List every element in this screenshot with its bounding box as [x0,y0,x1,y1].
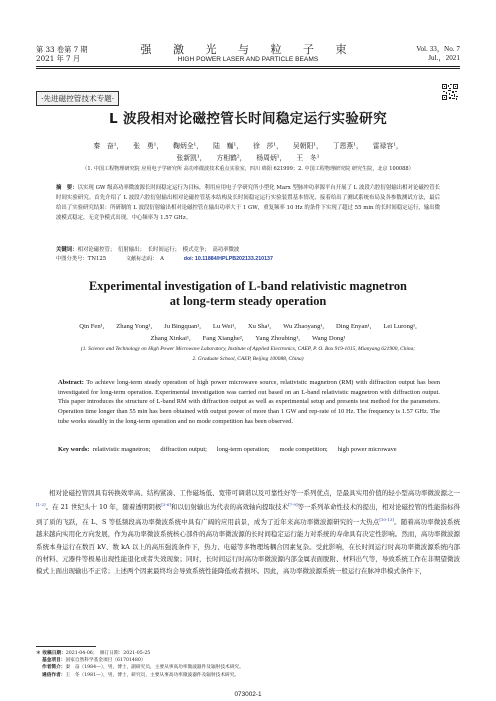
keywords-cn [56,246,440,255]
body-paragraph [36,487,460,577]
page-number: 073002-1 [234,691,262,698]
keyword-en: mode competition; [279,446,328,453]
citation-link[interactable]: [3-6] [161,502,171,508]
header-rule-thin [36,68,460,69]
footnotes [36,650,460,679]
abstract-text-cn: 以实现 GW 级高功率微波源长时间稳定运行为目标，利用应用电子学研究所小型化 Marx 型脉冲功率源平台开展了 L 波段六腔衍射输出相对论磁控管长时间实验研究。首先介绍了 L 波段六腔衍射输出相对论磁控管基本结构及长时间稳定运行实验装置基本情况，接着给出了测试系统布局及各参数测试方法，最后给出了实验研究结果：所研制的 L 波段衍射输出相对论磁控管在输出功率大于 1 GW，重复频率 10 Hz 的条件下实现了超过 55 min 的长时间稳定运行，输出微波模式稳定，无竞争模式出现，中心频率为 1.57 GHz。 [56,185,440,221]
affiliation-en-line2: 2. Graduate School, CAEP, Beijing 100088, China) [192,356,304,362]
footnote-corresponding: 通信作者：王 冬（1981—），男，博士，研究员，主要从事高功率微波器件及辐射技术研究。 [42,672,240,678]
author-en: Qin Fen¹, [79,323,105,330]
author-cn: 雷禄容¹， [372,142,403,150]
header-rule [36,66,460,67]
paper-title-en [0,279,496,309]
body-text: 等一系列革命性技术的提出，相对论磁控管的性能指标得到了质的飞跃，在 L、S 等低频段高功率微波系统中具有广阔的应用前景，成为了近年来高功率微波源研究的一大热点 [36,503,460,526]
author-cn: 陆 巍¹， [213,142,243,150]
abstract-label-cn: 摘 要： [56,185,78,191]
volume-issue-cn: 第 33 卷第 7 期 [36,45,88,54]
body-text: 相对论磁控管因具有转换效率高、结构紧凑、工作磁场低、宽带可调谐以及可靠性好等一系列优点，是最具实用价值的轻小型高功率微波源之一 [49,489,460,497]
author-en: Yang Zhoubing¹, [255,335,300,342]
author-en: Lu Wei¹, [212,323,236,330]
author-en: Zhang Yong¹, [116,323,153,330]
running-header-right [416,45,460,63]
journal-name-cn: 强 激 光 与 粒 子 束 [140,43,356,56]
author-cn: 杨周炳¹， [256,154,287,162]
abstract-en [58,378,440,427]
classification-line-cn [56,255,440,264]
keywords-label-en: Key words: [58,446,90,453]
abstract-label-en: Abstract: [58,379,84,386]
volume-issue-en: Vol. 33，No. 7 [416,45,460,53]
footnote-rule [36,646,96,647]
author-cn: 丁恩燕¹， [332,142,363,150]
author-en: Wang Dong¹ [311,335,346,342]
date-en: Jul.，2021 [428,54,460,62]
citation-link[interactable]: [1-2] [36,502,46,508]
abstract-cn [56,184,440,224]
body-text: 。随着高功率微波系统越来越向实用化方向发展，作为高功率微波系统核心部件的高功率微波源的长时间稳定运行能力对系统的寿命具有决定性影响。然而，高功率微波源系统本身运行在数百 kV、数 kA 以上的高压强流条件下，热力、电磁等多物理场耦合因素复杂。受此影响，在长时间运行时高功率微波源系统内部的材料、元器件等极易出现性能退化或者失效现象；同时，长时间运行时高功率微波源内部金属表面脱附、材料出气等，导致系统工作在非期望微波模式上面出现输出不正常；上述两个因素最终均会导致系统性能降低或者损坏。因此，高功率微波源系统一般运行在脉冲串模式条件下， [36,517,461,576]
author-cn: 鞠炳全¹， [173,142,204,150]
affiliation-cn: （1. 中国工程物理研究院 应用电子学研究所 高功率微波技术重点实验室，四川 绵阳 621999；2. 中国工程物理研究院 研究生院，北京 100088） [82,166,414,172]
footnote-received: ＊ 收稿日期：2021-04-06； 修订日期：2021-05-25 [36,651,151,656]
clc-number: 中图分类号：TN125 [56,256,107,262]
keywords-en [58,445,440,455]
body-text: 。在 21 世纪头十 10 年，随着透明阴极 [45,503,162,512]
author-en: Lei Lurong¹, [383,323,417,330]
author-cn: 王 冬¹ [296,154,320,162]
author-en: Zhang Xinkai¹, [150,335,191,342]
column-tag: ·先进磁控管技术专题· [36,91,119,106]
body-text: 和以衍射输出为代表的高效轴向提取技术 [170,503,288,512]
keywords-label-cn: 关键词： [56,247,78,253]
citation-link[interactable]: [10-13] [379,516,394,522]
paper-title-cn: L 波段相对论磁控管长时间稳定运行实验研究 [109,111,387,127]
author-en: Xu Sha¹, [247,323,272,330]
footnote-funding: 基金项目：国家自然科学基金项目（61701480） [42,658,146,664]
author-en: Ding Enyan¹, [336,323,372,330]
journal-name-en: HIGH POWER LASER AND PARTICLE BEAMS [177,56,319,63]
date-cn: 2021 年 7 月 [36,54,81,63]
author-en: Fang Xianghe², [202,335,244,342]
keyword-en: high power microwave [337,446,397,453]
keyword-en: diffraction output; [160,446,207,453]
author-list-en [60,321,436,345]
author-cn: 秦 奋¹， [93,142,124,150]
keyword-en: relativistic magnetron; [92,446,151,453]
citation-link[interactable]: [7-9] [287,502,298,508]
author-list-cn [60,140,436,164]
keyword-en: long-term operation; [216,446,270,453]
paper-title-en-line2: at long-term steady operation [169,294,327,308]
author-cn: 方相鹤²， [216,154,247,162]
author-cn: 吴朝阳¹， [292,142,323,150]
keywords-text-cn: 相对论磁控管； 衍射输出； 长时间运行； 模式竞争； 高功率微波 [77,247,240,253]
author-en: Wu Zhaoyang¹, [283,323,324,330]
affiliation-en [30,344,466,364]
abstract-text-en: To achieve long-term steady operation of high power microwave source, relativistic magnetron (RM) with diffraction output has been investigated for long-term operation. Experimental investigation was carried out based on an L-band relativistic magnetron with diffraction output. This paper introduces the structure of L-band RM with diffraction output as well as experimental setup and presents test method for the parameters. Operation time longer than 55 min has been obtained with output power of more than 1 GW and rep-rate of 10 Hz. The frequency is 1.57 GHz. The tube works steadily in the long-term operation and no mode competition has been observed. [58,379,440,425]
doi-link[interactable]: doi: 10.11884/HPLPB202133.210137 [183,256,273,262]
qr-code-icon[interactable] [442,84,458,100]
affiliation-en-line1: (1. Science and Technology on High Power Microwave Laboratory, Institute of Applied Electronics, CAEP, P. O. Box 919-1015, Mianyang 621900, China; [80,346,416,352]
author-cn: 张新凯¹， [176,154,207,162]
paper-title-en-line1: Experimental investigation of L-band relativistic magnetron [89,279,407,293]
document-code: 文献标志码： A [125,256,165,262]
footnote-author-bio: 作者简介：秦 奋（1984—），男，博士，副研究员，主要从事高功率微波器件及辐射技术研究。 [42,665,244,671]
author-cn: 张 勇¹， [133,142,164,150]
author-en: Ju Bingquan¹, [164,323,201,330]
author-cn: 徐 莎¹， [253,142,283,150]
